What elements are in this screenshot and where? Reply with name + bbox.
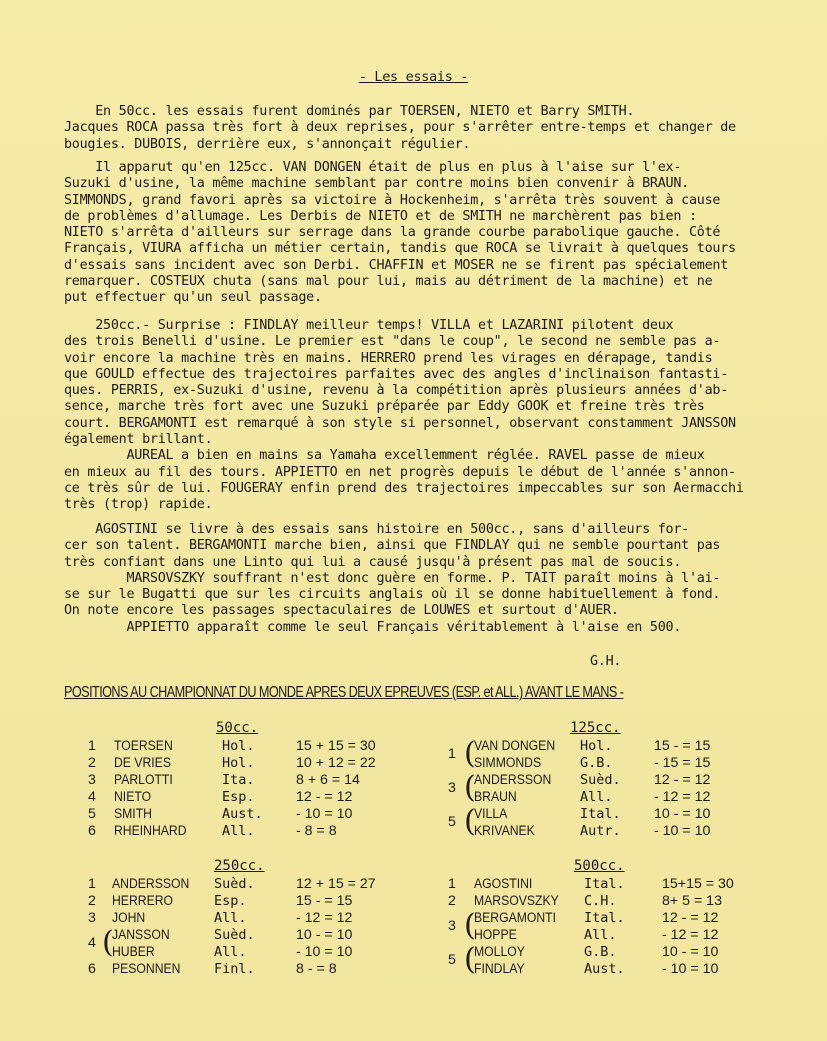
rider-country: All. — [584, 927, 617, 943]
standings-table-125cc — [444, 720, 784, 840]
text-line: cer son talent. BERGAMONTI marche bien, ainsi que FINDLAY qui ne semble pourtant pas — [64, 538, 721, 554]
rider-country: Ital. — [584, 910, 625, 926]
text-line: des trois Benelli d'usine. Le premier est "dans le coup", le second ne semble pas a- — [64, 334, 721, 350]
rider-name: TOERSEN — [114, 738, 173, 754]
position-number: 6 — [88, 961, 96, 977]
rider-points: - 10 = 10 — [296, 806, 353, 822]
rider-country: Suèd. — [214, 876, 255, 892]
section-title — [0, 70, 827, 86]
position-number: 5 — [448, 952, 456, 968]
rider-country: Esp. — [222, 789, 255, 805]
standings-table-50cc — [88, 720, 418, 840]
signature: G.H. — [590, 654, 622, 669]
rider-points: - 8 = 8 — [296, 823, 337, 839]
rider-country: Finl. — [214, 961, 255, 977]
rider-points: - 10 = 10 — [296, 944, 353, 960]
rider-points: 12 - = 12 — [662, 910, 719, 926]
class-label: 125cc. — [570, 720, 621, 736]
position-number: 1 — [88, 876, 96, 892]
class-label: 500cc. — [574, 858, 625, 874]
class-label: 50cc. — [216, 720, 259, 736]
rider-points: - 15 = 15 — [654, 755, 711, 771]
rider-points: 15 + 15 = 30 — [296, 738, 376, 754]
rider-points: - 10 = 10 — [654, 823, 711, 839]
text-line: bougies. DUBOIS, derrière eux, s'annonçait régulier. — [64, 136, 471, 152]
rider-name: HERRERO — [112, 893, 174, 909]
rider-points: 15 - = 15 — [654, 738, 711, 754]
text-line: Il apparut qu'en 125cc. VAN DONGEN était de plus en plus à l'aise sur l'ex- — [64, 160, 682, 175]
rider-name: ANDERSSON — [474, 772, 552, 788]
rider-name: BERGAMONTI — [474, 910, 557, 926]
rider-points: 8 - = 8 — [296, 961, 337, 977]
rider-name: MARSOVSZKY — [474, 893, 559, 909]
rider-name: KRIVANEK — [474, 823, 535, 839]
text-line: AUREAL a bien en mains sa Yamaha excellemment réglée. RAVEL passe de mieux — [64, 448, 705, 464]
text-line: AGOSTINI se livre à des essais sans histoire en 500cc., sans d'ailleurs for- — [64, 522, 689, 537]
rider-country: Ital. — [580, 806, 621, 822]
text-line: de problèmes d'allumage. Les Derbis de NIETO et de SMITH ne marchèrent pas bien : — [64, 208, 697, 224]
rider-points: - 10 = 10 — [662, 961, 719, 977]
position-number: 3 — [88, 910, 96, 926]
rider-points: 15+15 = 30 — [662, 876, 734, 892]
section-title-text: - Les essais - — [358, 70, 469, 85]
rider-points: 12 + 15 = 27 — [296, 876, 376, 892]
text-line: NIETO s'arrêta d'ailleurs sur serrage dans la grande courbe parabolique gauche. Côté — [64, 225, 721, 241]
text-line: 250cc.- Surprise : FINDLAY meilleur temps! VILLA et LAZARINI pilotent deux — [64, 318, 674, 333]
rider-name: HOPPE — [474, 927, 517, 943]
rider-points: 8+ 5 = 13 — [662, 893, 722, 909]
text-line: Suzuki d'usine, la même machine semblant par contre moins bien convenir à BRAUN. — [64, 176, 689, 192]
text-line: en mieux au fil des tours. APPIETTO en net progrès depuis le début de l'année s'annon- — [64, 464, 736, 480]
paragraph-500cc — [64, 522, 794, 636]
rider-country: Autr. — [580, 823, 621, 839]
position-number: 5 — [448, 814, 456, 830]
rider-name: AGOSTINI — [474, 876, 533, 892]
rider-name: JANSSON — [112, 927, 170, 943]
rider-country: Esp. — [214, 893, 247, 909]
rider-name: HUBER — [112, 944, 155, 960]
text-line: On note encore les passages spectaculaires de LOUWES et surtout d'AUER. — [64, 603, 619, 619]
rider-country: Aust. — [584, 961, 625, 977]
text-line: se sur le Bugatti que sur les circuits anglais où il se donne habituellement à fond. — [64, 587, 721, 603]
text-line: SIMMONDS, grand favori après sa victoire à Hockenheim, s'arrêta très souvent à cause — [64, 192, 721, 208]
rider-name: VAN DONGEN — [474, 738, 556, 754]
position-number: 4 — [88, 935, 96, 951]
text-line: remarquer. COSTEUX chuta (sans mal pour lui, mais au détriment de la machine) et ne — [64, 274, 713, 290]
paragraph-250cc — [64, 318, 794, 514]
rider-name: VILLA — [474, 806, 508, 822]
rider-points: 12 - = 12 — [296, 789, 353, 805]
rider-points: 10 - = 10 — [662, 944, 719, 960]
rider-country: All. — [214, 910, 247, 926]
tie-brace-icon: ( — [464, 736, 476, 771]
rider-points: 10 - = 10 — [654, 806, 711, 822]
class-label: 250cc. — [214, 858, 265, 874]
text-line: ce très sûr de lui. FOUGERAY enfin prend des trajectoires impeccables sur son Aermacchi — [64, 480, 744, 496]
position-number: 5 — [88, 806, 96, 822]
rider-country: Hol. — [580, 738, 613, 754]
text-line: très (trop) rapide. — [64, 497, 213, 513]
rider-name: JOHN — [112, 910, 146, 926]
text-line: sence, marche très fort avec une Suzuki préparée par Eddy GOOK et freine très très — [64, 399, 705, 415]
rider-name: PARLOTTI — [114, 772, 173, 788]
position-number: 2 — [88, 755, 96, 771]
standings-heading: POSITIONS AU CHAMPIONNAT DU MONDE APRES DEUX EPREUVES (ESP. et ALL.) AVANT LE MANS - — [64, 684, 624, 701]
position-number: 3 — [448, 780, 456, 796]
rider-country: All. — [214, 944, 247, 960]
position-number: 6 — [88, 823, 96, 839]
position-number: 2 — [88, 893, 96, 909]
rider-points: - 12 = 12 — [662, 927, 719, 943]
rider-name: DE VRIES — [114, 755, 171, 771]
text-line: également brillant. — [64, 432, 213, 448]
position-number: 1 — [448, 746, 456, 762]
standings-table-500cc — [444, 858, 784, 978]
tie-brace-icon: ( — [464, 908, 476, 943]
position-number: 2 — [448, 893, 456, 909]
position-number: 4 — [88, 789, 96, 805]
rider-name: RHEINHARD — [114, 823, 187, 839]
rider-name: SMITH — [114, 806, 152, 822]
rider-points: - 12 = 12 — [654, 789, 711, 805]
rider-country: Aust. — [222, 806, 263, 822]
rider-name: FINDLAY — [474, 961, 525, 977]
rider-points: 8 + 6 = 14 — [296, 772, 360, 788]
position-number: 1 — [88, 738, 96, 754]
rider-country: C.H. — [584, 893, 617, 909]
rider-country: G.B. — [584, 944, 617, 960]
tie-brace-icon: ( — [102, 925, 114, 960]
text-line: très confiant dans une Linto qui lui a causé jusqu'à présent pas mal de soucis. — [64, 554, 682, 570]
text-line: put effectuer qu'un seul passage. — [64, 290, 322, 306]
text-line: d'essais sans incident avec son Derbi. CHAFFIN et MOSER ne se firent pas spécialement — [64, 257, 729, 273]
tie-brace-icon: ( — [464, 804, 476, 839]
text-line: voir encore la machine très en mains. HERRERO prend les virages en dérapage, tandis — [64, 350, 713, 366]
rider-country: All. — [222, 823, 255, 839]
text-line: MARSOVSZKY souffrant n'est donc guère en forme. P. TAIT paraît moins à l'ai- — [64, 570, 721, 586]
rider-country: Hol. — [222, 738, 255, 754]
rider-country: Suèd. — [580, 772, 621, 788]
paragraph-50cc — [64, 104, 794, 153]
rider-country: All. — [580, 789, 613, 805]
rider-name: ANDERSSON — [112, 876, 190, 892]
tie-brace-icon: ( — [464, 770, 476, 805]
rider-points: 10 - = 10 — [296, 927, 353, 943]
text-line: court. BERGAMONTI est remarqué à son style si personnel, observant constamment JANSSON — [64, 415, 736, 431]
tie-brace-icon: ( — [464, 942, 476, 977]
rider-name: BRAUN — [474, 789, 517, 805]
rider-name: SIMMONDS — [474, 755, 542, 771]
rider-country: Ital. — [584, 876, 625, 892]
text-line: APPIETTO apparaît comme le seul Français véritablement à l'aise en 500. — [64, 619, 682, 635]
text-line: Français, VIURA afficha un métier certain, tandis que ROCA se livrait à quelques tours — [64, 241, 736, 257]
rider-country: G.B. — [580, 755, 613, 771]
rider-country: Ita. — [222, 772, 255, 788]
rider-points: 15 - = 15 — [296, 893, 353, 909]
rider-points: - 12 = 12 — [296, 910, 353, 926]
text-line: En 50cc. les essais furent dominés par TOERSEN, NIETO et Barry SMITH. — [64, 104, 635, 119]
position-number: 3 — [88, 772, 96, 788]
rider-name: MOLLOY — [474, 944, 525, 960]
rider-country: Hol. — [222, 755, 255, 771]
rider-points: 10 + 12 = 22 — [296, 755, 376, 771]
rider-name: PESONNEN — [112, 961, 181, 977]
rider-name: NIETO — [114, 789, 152, 805]
paragraph-125cc — [64, 160, 794, 307]
text-line: que GOULD effectue des trajectoires parfaites avec des angles d'inclinaison fantasti- — [64, 366, 729, 382]
position-number: 1 — [448, 876, 456, 892]
standings-table-250cc — [88, 858, 418, 978]
text-line: Jacques ROCA passa très fort à deux reprises, pour s'arrêter entre-temps et changer de — [64, 120, 736, 136]
rider-country: Suèd. — [214, 927, 255, 943]
text-line: ques. PERRIS, ex-Suzuki d'usine, revenu à la compétition après plusieurs années d'ab- — [64, 383, 729, 399]
position-number: 3 — [448, 918, 456, 934]
rider-points: 12 - = 12 — [654, 772, 711, 788]
